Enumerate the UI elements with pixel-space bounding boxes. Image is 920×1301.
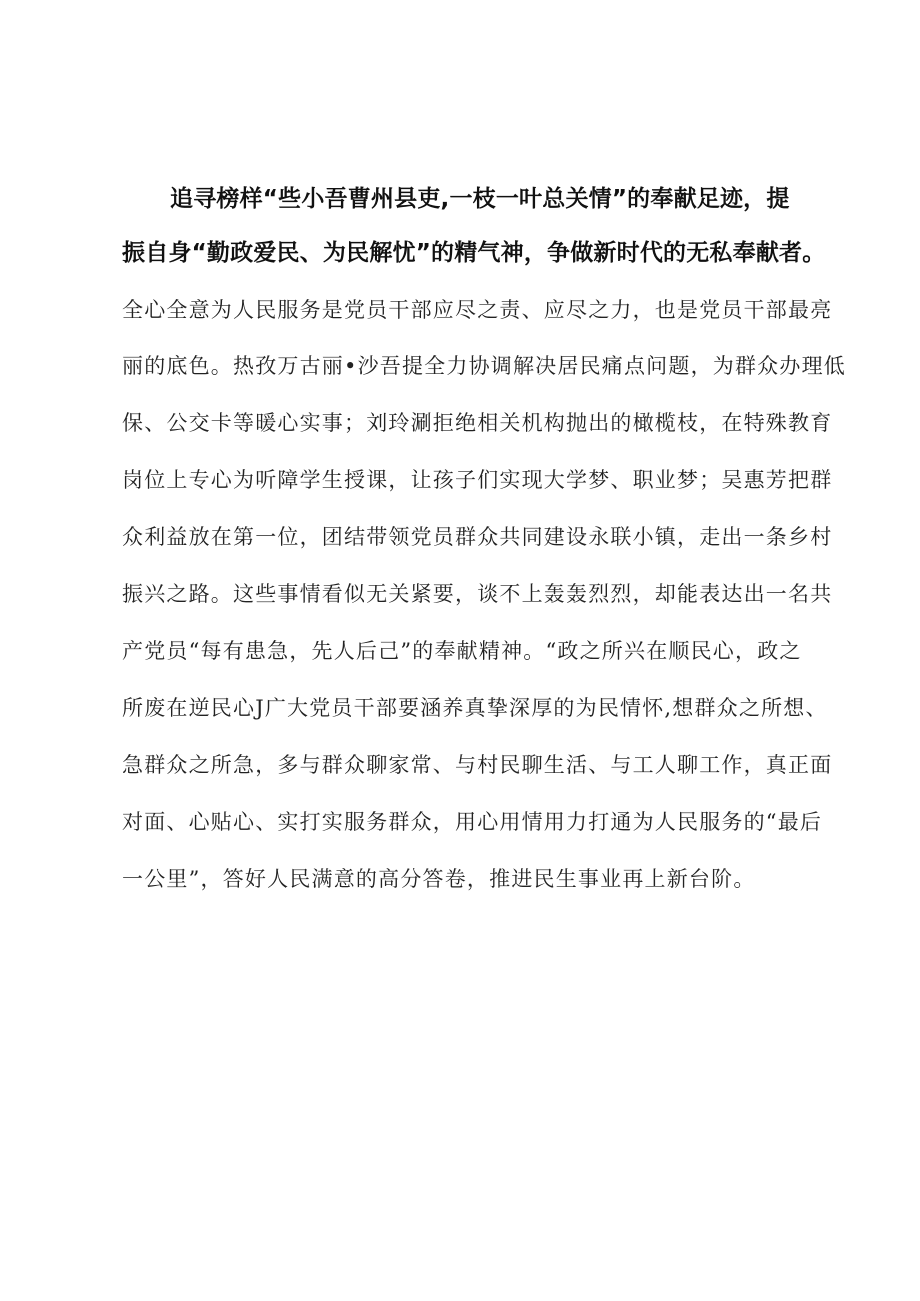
heading-line-2: 振自身“勤政爱民、为民解忧”的精气神，争做新时代的无私奉献者。 [122,240,826,266]
body-line-5: 众利益放在第一位，团结带领党员群众共同建设永联小镇，走出一条乡村 [122,525,833,549]
body-line-2: 丽的底色。热孜万古丽•沙吾提全力协调解决居民痛点问题，为群众办理低 [122,354,846,378]
body-line-1: 全心全意为人民服务是党员干部应尽之责、应尽之力，也是党员干部最亮 [122,298,833,322]
body-line-4: 岗位上专心为听障学生授课，让孩子们实现大学梦、职业梦；吴惠芳把群 [122,468,833,492]
body-line-11: 一公里”，答好人民满意的高分答卷，推进民生事业再上新台阶。 [122,867,756,891]
body-line-9: 急群众之所急，多与群众聊家常、与村民聊生活、与工人聊工作，真正面 [122,753,833,777]
body-line-8: 所废在逆民心J广大党员干部要涵养真挚深厚的为民情怀,想群众之所想、 [122,696,828,720]
body-line-7: 产党员“每有患急，先人后己”的奉献精神。“政之所兴在顺民心，政之 [122,639,802,663]
body-line-10: 对面、心贴心、实打实服务群众，用心用情用力打通为人民服务的“最后 [122,810,823,834]
body-line-6: 振兴之路。这些事情看似无关紧要，谈不上轰轰烈烈，却能表达出一名共 [122,582,833,606]
body-line-3: 保、公交卡等暖心实事；刘玲涮拒绝相关机构抛出的橄榄枝，在特殊教育 [122,411,833,435]
heading-line-1: 追寻榜样“些小吾曹州县吏,一枝一叶总关情”的奉献足迹，提 [170,186,790,212]
